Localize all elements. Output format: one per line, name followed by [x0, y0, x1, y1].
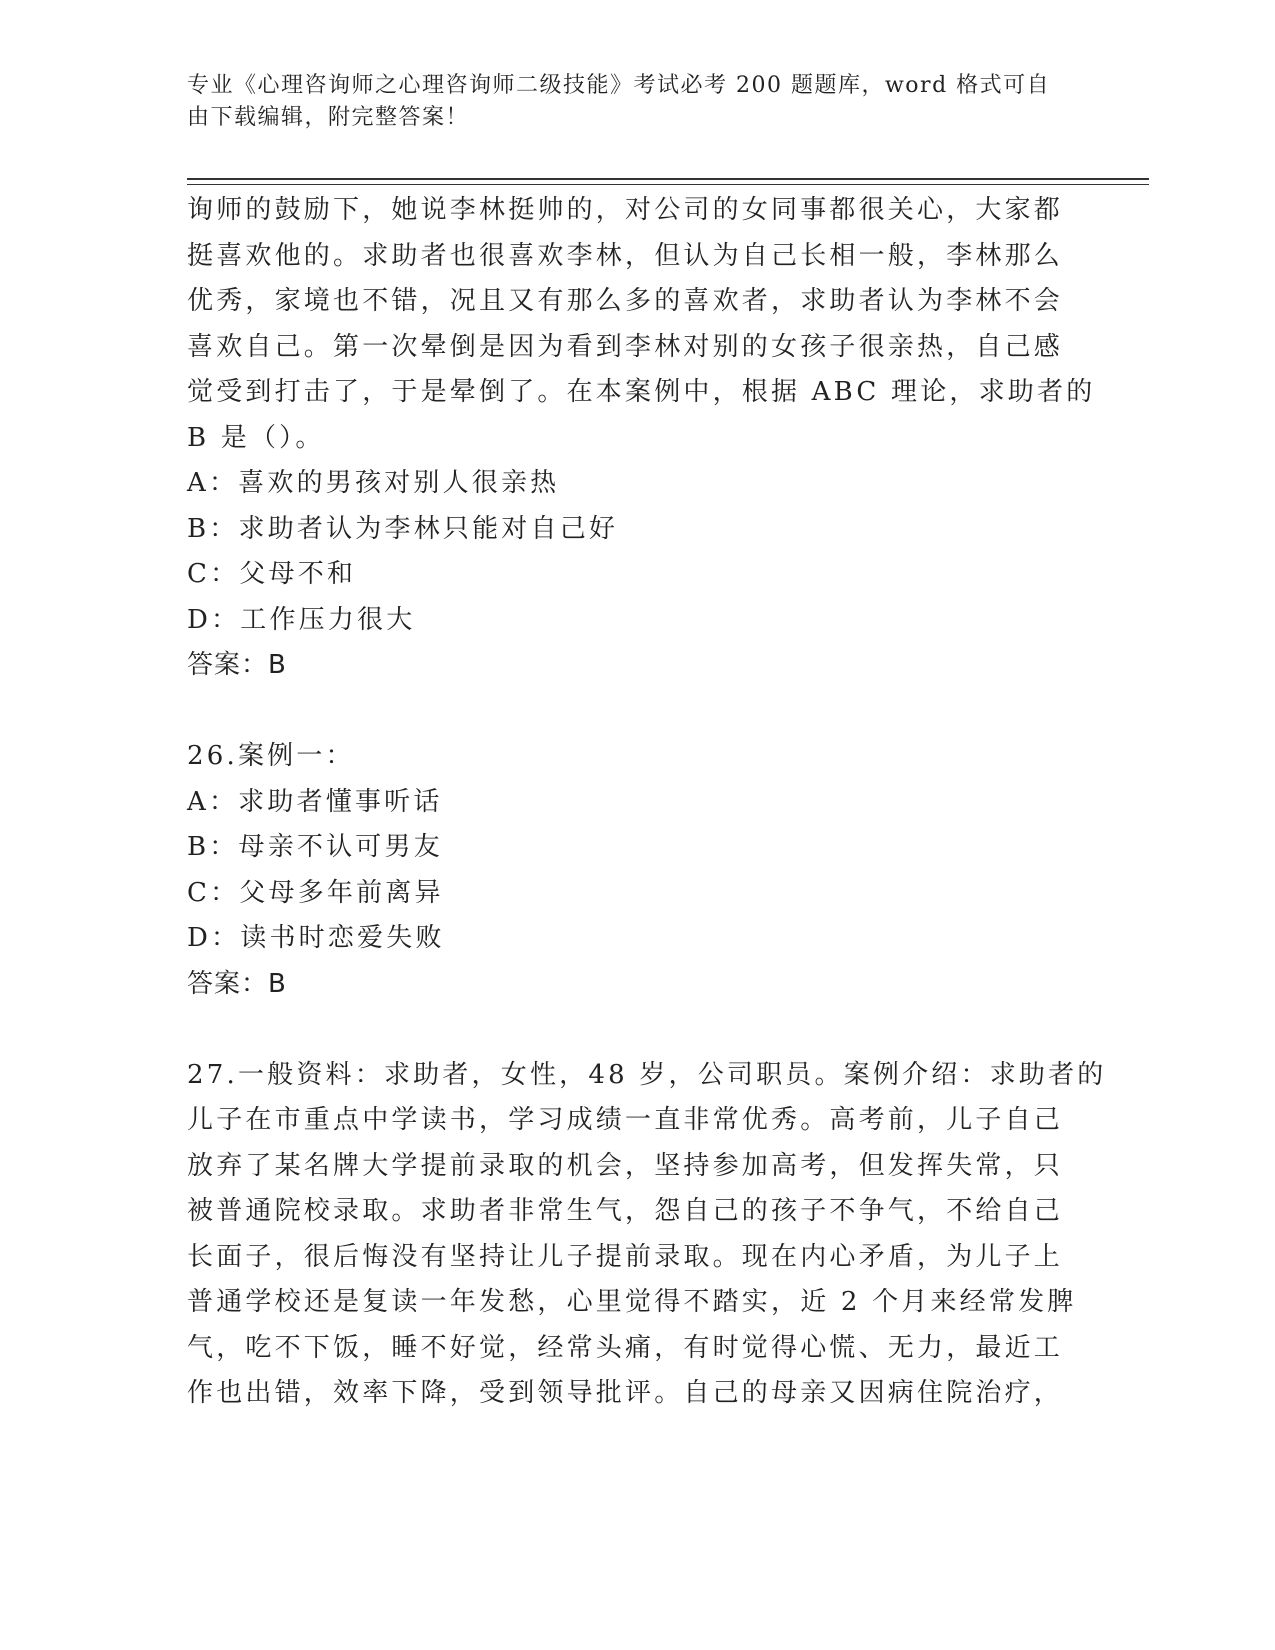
header-divider-thin — [187, 184, 1149, 185]
question-text-line: 喜欢自己。第一次晕倒是因为看到李林对别的女孩子很亲热，自己感 — [187, 331, 1064, 362]
question-title: 26.案例一： — [187, 741, 355, 771]
question-text-line: 被普通院校录取。求助者非常生气，怨自己的孩子不争气，不给自己 — [187, 1196, 1064, 1226]
question-text-line: 长面子，很后悔没有坚持让儿子提前录取。现在内心矛盾，为儿子上 — [187, 1241, 1064, 1272]
question-text-line: 作也出错，效率下降，受到领导批评。自己的母亲又因病住院治疗， — [187, 1378, 1064, 1408]
question-text-line: 气，吃不下饭，睡不好觉，经常头痛，有时觉得心慌、无力，最近工 — [187, 1332, 1064, 1363]
page-header — [187, 70, 1067, 134]
question-27 — [187, 1053, 1107, 1417]
spacer — [187, 689, 1087, 735]
header-divider-thick — [187, 178, 1149, 180]
option-a: A：喜欢的男孩对别人很亲热 — [187, 468, 560, 498]
answer-label: 答案：B — [187, 968, 287, 999]
answer-label: 答案：B — [187, 650, 287, 680]
option-c: C：父母多年前离异 — [187, 877, 444, 908]
question-text-line: 27.一般资料：求助者，女性，48 岁，公司职员。案例介绍：求助者的 — [187, 1059, 1107, 1090]
question-25 — [187, 188, 1096, 689]
question-text-line: 询师的鼓励下，她说李林挺帅的，对公司的女同事都很关心，大家都 — [187, 195, 1064, 225]
question-text-line: 觉受到打击了，于是晕倒了。在本案例中，根据 ABC 理论，求助者的 — [187, 377, 1096, 407]
question-26 — [187, 734, 1087, 1007]
question-text-line: 普通学校还是复读一年发愁，心里觉得不踏实，近 2 个月来经常发脾 — [187, 1287, 1077, 1317]
option-a: A：求助者懂事听话 — [187, 786, 443, 817]
question-text-line: B 是（）。 — [187, 422, 325, 453]
option-b: B：母亲不认可男友 — [187, 832, 443, 862]
question-text-line: 优秀，家境也不错，况且又有那么多的喜欢者，求助者认为李林不会 — [187, 286, 1064, 316]
option-b: B：求助者认为李林只能对自己好 — [187, 513, 619, 544]
option-d: D：读书时恋爱失败 — [187, 923, 445, 953]
header-line-1: 专业《心理咨询师之心理咨询师二级技能》考试必考 200 题题库，word 格式可自 — [187, 73, 1051, 98]
question-text-line: 挺喜欢他的。求助者也很喜欢李林，但认为自己长相一般，李林那么 — [187, 240, 1064, 271]
header-line-2: 由下载编辑，附完整答案！ — [187, 105, 470, 130]
question-text-line: 放弃了某名牌大学提前录取的机会，坚持参加高考，但发挥失常，只 — [187, 1150, 1064, 1181]
question-text-line: 儿子在市重点中学读书，学习成绩一直非常优秀。高考前，儿子自己 — [187, 1105, 1064, 1135]
option-c: C：父母不和 — [187, 559, 357, 589]
page-content — [187, 188, 1107, 1417]
spacer — [187, 1007, 1087, 1053]
option-d: D：工作压力很大 — [187, 604, 416, 635]
